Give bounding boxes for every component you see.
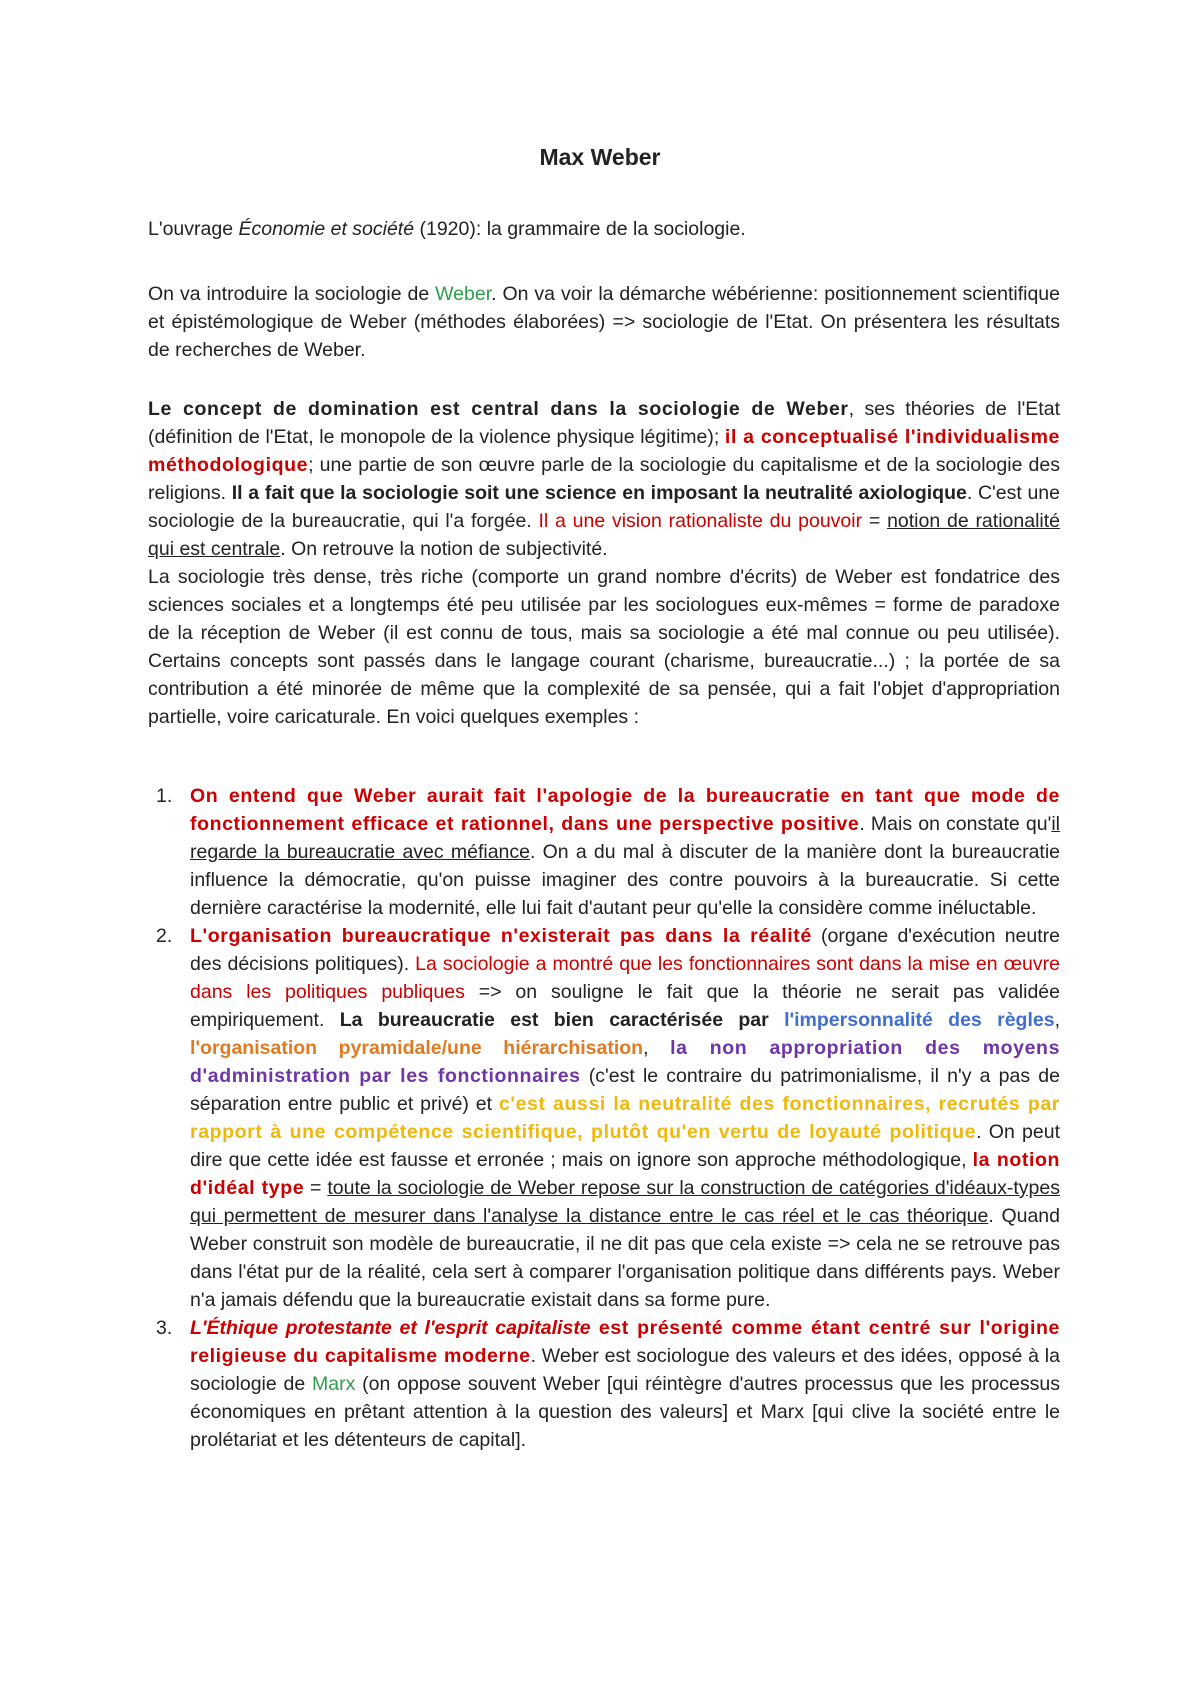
- body-text: . Weber est sociologue des valeurs et des idées, opposé à la sociologie de: [190, 1345, 1060, 1395]
- body-text: =: [304, 1177, 328, 1199]
- body-text: (c'est le contraire du patrimonialisme, il n'y a pas de séparation entre public et privé) et: [190, 1065, 1060, 1115]
- key-statement: La bureaucratie est bien caractérisée par: [339, 1009, 785, 1031]
- underlined-text: il regarde la bureaucratie avec méfiance: [190, 813, 1060, 863]
- body-text: ,: [643, 1037, 671, 1059]
- examples-list: [148, 782, 1060, 1454]
- weber-name-highlight: Weber: [435, 283, 492, 305]
- body-text: (on oppose souvent Weber [qui réintègre d'autres processus que les processus économiques en prêtant attention à la question des valeurs] et Marx [qui clive la société entre le prolétariat et les détenteurs de capital].: [190, 1373, 1060, 1451]
- body-text: => on souligne le fait que la théorie ne serait pas validée empiriquement.: [190, 981, 1060, 1031]
- body-text: La sociologie très dense, très riche (comporte un grand nombre d'écrits) de Weber est fondatrice des sciences sociales et a longtemps été peu utilisée par les sociologues eux-mêmes = forme de paradoxe de la réception de Weber (il est connu de tous, mais sa sociologie a été mal connue ou peu utilisée). Certains concepts sont passés dans le langage courant (charisme, bureaucratie...) ; la portée de sa contribution a été minorée de même que la complexité de sa pensée, qui a fait l'objet d'appropriation partielle, voire caricaturale. En voici quelques exemples :: [148, 566, 1060, 728]
- page-title: Max Weber: [539, 144, 661, 170]
- domination-paragraph: [148, 395, 1060, 731]
- highlight-yellow: c'est aussi la neutralité des fonctionnaires, recrutés par rapport à une compétence scientifique, plutôt qu'en vertu de loyauté politique: [190, 1093, 1060, 1143]
- overview-text: . On va voir la démarche wébérienne: positionnement scientifique et épistémologique de Weber (méthodes élaborées) => sociologie de l'Etat. On présentera les résultats de recherches de Weber.: [148, 283, 1060, 361]
- underlined-text: toute la sociologie de Weber repose sur la construction de catégories d'idéaux-types qui permettent de mesurer dans l'analyse la distance entre le cas réel et le cas théorique: [190, 1177, 1060, 1227]
- body-text: . Mais on constate qu': [859, 813, 1052, 835]
- body-text: =: [862, 510, 888, 532]
- body-text: ; une partie de son œuvre parle de la sociologie du capitalisme et de la sociologie des religions.: [148, 454, 1060, 504]
- body-text: . On a du mal à discuter de la manière dont la bureaucratie influence la démocratie, qu'on puisse imaginer des contre pouvoirs à la bureaucratie. Si cette dernière caractérise la modernité, elle lui fait d'autant peur qu'elle la considère comme inéluctable.: [190, 841, 1061, 919]
- key-statement: Le concept de domination est central dans la sociologie de Weber: [148, 398, 849, 420]
- highlight-purple: la non appropriation des moyens d'administration par les fonctionnaires: [190, 1037, 1061, 1087]
- key-statement-red: la notion d'idéal type: [190, 1149, 1060, 1199]
- highlight-blue: l'impersonnalité des règles: [784, 1009, 1055, 1031]
- intro-text: (1920): la grammaire de la sociologie.: [414, 218, 746, 240]
- key-statement-red: est présenté comme étant centré sur l'origine religieuse du capitalisme moderne: [190, 1317, 1060, 1367]
- intro-text: L'ouvrage: [148, 218, 239, 240]
- book-title: Économie et société: [238, 218, 415, 240]
- book-title-red: L'Éthique protestante et l'esprit capitaliste: [190, 1317, 591, 1339]
- overview-paragraph: [148, 280, 1060, 364]
- list-item: [148, 1314, 1060, 1454]
- overview-text: On va introduire la sociologie de: [148, 283, 436, 305]
- highlight-orange: l'organisation pyramidale/une hiérarchisation: [190, 1037, 644, 1059]
- list-number: 2.: [156, 925, 173, 947]
- key-statement-red: On entend que Weber aurait fait l'apologie de la bureaucratie en tant que mode de fonctionnement efficace et rationnel, dans une perspective positive: [190, 785, 1060, 835]
- body-text: . On peut dire que cette idée est fausse et erronée ; mais on ignore son approche méthodologique,: [190, 1121, 1061, 1171]
- marx-name-highlight: Marx: [312, 1373, 356, 1395]
- key-statement-red: il a conceptualisé l'individualisme méthodologique: [148, 426, 1060, 476]
- list-item: [148, 922, 1060, 1314]
- intro-paragraph: [148, 215, 1060, 243]
- underlined-text: notion de rationalité qui est centrale: [148, 510, 1060, 560]
- highlight-red: La sociologie a montré que les fonctionnaires sont dans la mise en œuvre dans les politiques publiques: [190, 953, 1060, 1003]
- body-text: , ses théories de l'Etat (définition de l'Etat, le monopole de la violence physique légitime);: [148, 398, 1060, 448]
- highlight-red: Il a une vision rationaliste du pouvoir: [538, 510, 863, 532]
- key-statement-red: L'organisation bureaucratique n'existerait pas dans la réalité: [190, 925, 812, 947]
- body-text: (organe d'exécution neutre des décisions politiques).: [190, 925, 1060, 975]
- list-number: 3.: [156, 1317, 173, 1339]
- body-text: . Quand Weber construit son modèle de bureaucratie, il ne dit pas que cela existe => cela ne se retrouve pas dans l'état pur de la réalité, cela sert à comparer l'organisation politique dans différents pays. Weber n'a jamais défendu que la bureaucratie existait dans sa forme pure.: [190, 1205, 1060, 1311]
- key-statement: Il a fait que la sociologie soit une science en imposant la neutralité axiologique: [231, 482, 967, 504]
- body-text: . On retrouve la notion de subjectivité.: [280, 538, 608, 560]
- list-number: 1.: [156, 785, 173, 807]
- body-text: . C'est une sociologie de la bureaucratie, qui l'a forgée.: [148, 482, 1060, 532]
- list-item: [148, 782, 1060, 922]
- body-text: ,: [1054, 1009, 1060, 1031]
